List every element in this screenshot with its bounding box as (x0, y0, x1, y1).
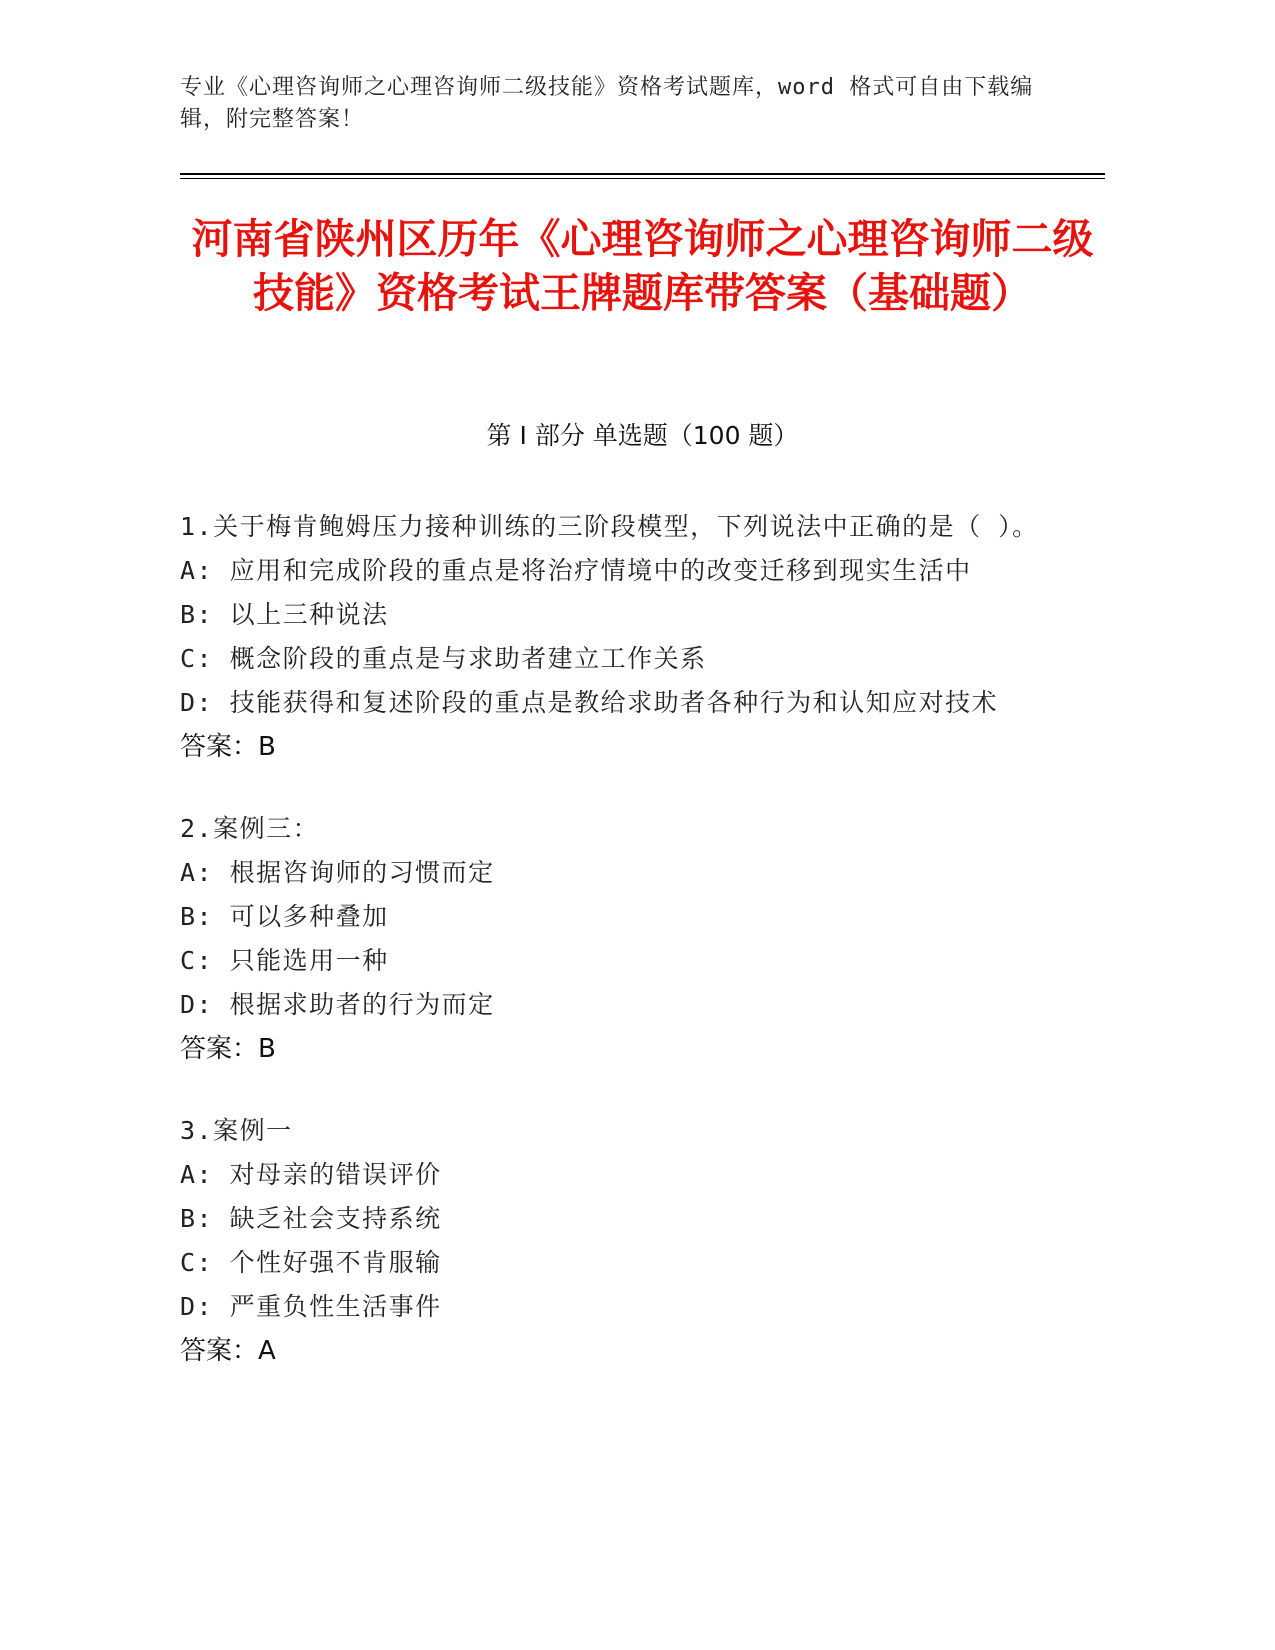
header-rule-thick (180, 173, 1105, 175)
answer-line (180, 1329, 1060, 1373)
answer-prefix: 答案： (180, 732, 259, 762)
answer-line (180, 725, 1060, 769)
question-3 (180, 1109, 1060, 1373)
header-rule-thin (180, 178, 1105, 179)
option-c: C: 个性好强不肯服输 (180, 1248, 442, 1277)
question-list (180, 505, 1060, 1411)
option-d: D: 根据求助者的行为而定 (180, 990, 495, 1019)
question-1 (180, 505, 1060, 769)
question-2 (180, 807, 1060, 1071)
answer-line (180, 1027, 1060, 1071)
option-d: D: 技能获得和复述阶段的重点是教给求助者各种行为和认知应对技术 (180, 688, 999, 717)
document-title: 河南省陕州区历年《心理咨询师之心理咨询师二级技能》资格考试王牌题库带答案（基础题） (191, 215, 1094, 317)
option-b: B: 可以多种叠加 (180, 902, 389, 931)
question-stem: 1.关于梅肯鲍姆压力接种训练的三阶段模型，下列说法中正确的是（ ）。 (180, 512, 1039, 541)
option-a: A: 应用和完成阶段的重点是将治疗情境中的改变迁移到现实生活中 (180, 556, 972, 585)
section-heading: 第 I 部分 单选题（100 题） (486, 421, 799, 450)
option-b: B: 缺乏社会支持系统 (180, 1204, 442, 1233)
option-c: C: 概念阶段的重点是与求助者建立工作关系 (180, 644, 707, 673)
option-d: D: 严重负性生活事件 (180, 1292, 442, 1321)
answer-value: B (258, 1034, 276, 1064)
answer-prefix: 答案： (180, 1336, 259, 1366)
option-a: A: 根据咨询师的习惯而定 (180, 858, 495, 887)
question-stem: 2.案例三： (180, 814, 320, 843)
header-note: 专业《心理咨询师之心理咨询师二级技能》资格考试题库，word 格式可自由下载编辑，附完整答案！ (180, 75, 1034, 132)
option-a: A: 对母亲的错误评价 (180, 1160, 442, 1189)
answer-value: B (258, 732, 276, 762)
question-stem: 3.案例一 (180, 1116, 293, 1145)
answer-prefix: 答案： (180, 1034, 259, 1064)
option-b: B: 以上三种说法 (180, 600, 389, 629)
answer-value: A (258, 1336, 276, 1366)
option-c: C: 只能选用一种 (180, 946, 389, 975)
